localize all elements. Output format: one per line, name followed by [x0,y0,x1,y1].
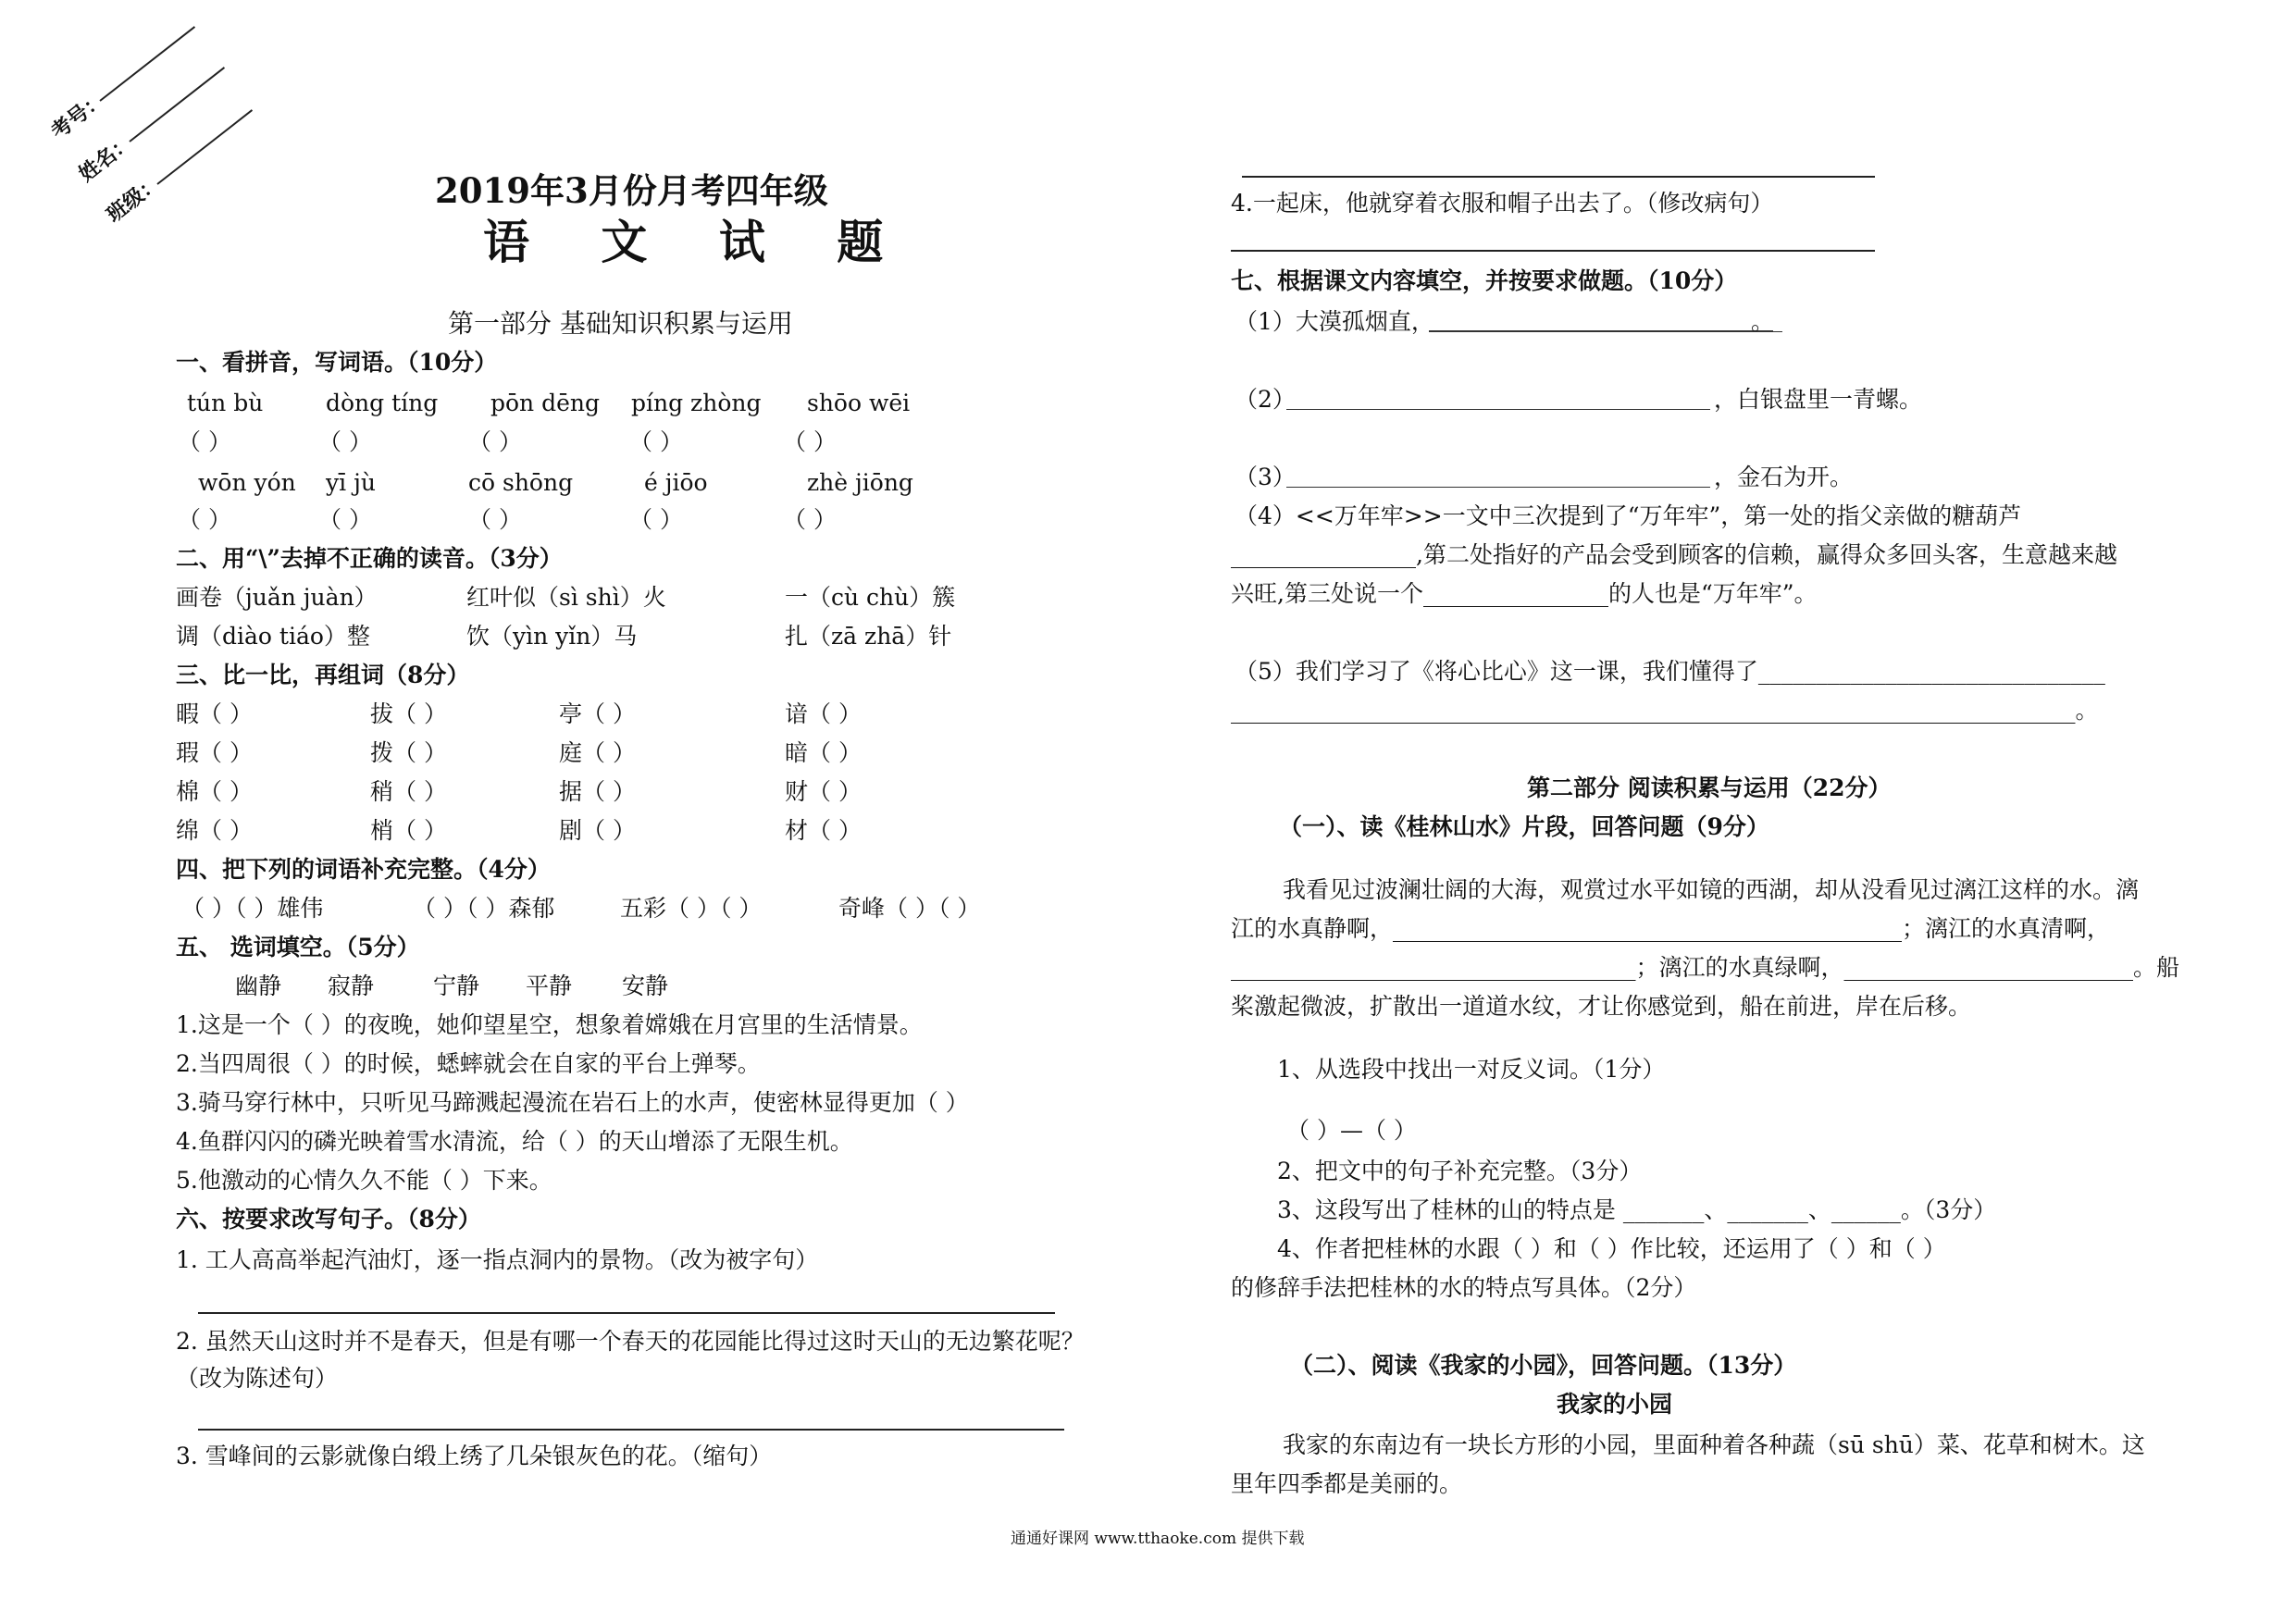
pinyin-5: shōo wēi [807,390,911,416]
rewrite-sentence-2: 2. 虽然天山这时并不是春天，但是有哪一个春天的花园能比得过这时天山的无边繁花呢？ [176,1328,1085,1355]
fill-sentence-1[interactable]: 1.这是一个（ ）的夜晚，她仰望星空，想象着嫦娥在月宫里的生活情景。 [176,1011,923,1038]
pinyin-7: yī jù [326,469,376,496]
antonym-blank[interactable]: （ ）—（ ） [1286,1117,1417,1144]
idiom-item-1[interactable]: （ ）（ ）雄伟 [181,895,324,922]
pinyin-6: wōn yón [198,469,296,496]
exam-number-label: 考号： [46,87,110,144]
char-cell: 梢 [370,817,394,844]
blank-6[interactable]: （ ） [178,506,231,533]
part2-heading: 第二部分 阅读积累与运用（22分） [1527,774,1892,801]
char-cell: 材 [785,817,809,844]
word-blank[interactable]: （ ） [808,700,862,727]
name-line [129,67,225,142]
word-choice-5: 安静 [622,973,669,999]
word-blank[interactable]: （ ） [808,778,862,805]
word-blank[interactable]: （ ） [393,817,447,844]
word-blank[interactable]: （ ） [199,778,253,805]
pinyin-3: pōn dēng [490,390,601,416]
reading1-paragraph-line-1: 我看见过波澜壮阔的大海，观赏过水平如镜的西湖，却从没看见过漓江这样的水。漓 [1283,876,2140,903]
answer-line-1[interactable] [198,1312,1055,1314]
pinyin-10: zhè jiōng [807,469,913,496]
poem-line-2-end: ，白银盘里一青螺。 [1714,386,1923,413]
reading2-paragraph-line-1: 我家的东南边有一块长方形的小园，里面种着各种蔬（sū shū）菜、花草和树木。这 [1283,1431,2145,1458]
blank-4[interactable]: （ ） [629,428,683,455]
rewrite-sentence-3: 3. 雪峰间的云影就像白缎上绣了几朵银灰色的花。（缩句） [176,1443,773,1469]
fill-sentence-4[interactable]: 4.鱼群闪闪的磷光映着雪水清流，给（ ）的天山增添了无限生机。 [176,1128,853,1155]
word-blank[interactable]: （ ） [393,739,447,766]
answer-line-3[interactable] [1242,176,1875,178]
reading1-paragraph-line-3[interactable]: ___________________________________；漓江的水真绿啊，_________________________。船 [1231,954,2180,981]
pinyin-2: dòng tíng [326,390,439,416]
word-blank[interactable]: （ ） [393,778,447,805]
idiom-item-2[interactable]: （ ）（ ）森郁 [413,895,555,922]
reading2-paragraph-line-2: 里年四季都是美丽的。 [1231,1470,1463,1497]
char-cell: 暗 [785,739,809,766]
passage-question-5a[interactable]: （5）我们学习了《将心比心》这一课，我们懂得了______________________________ [1235,658,2105,685]
passage-question-4c[interactable]: 兴旺,第三处说一个________________的人也是“万年牢”。 [1231,580,1818,607]
q6-heading: 六、按要求改写句子。（8分） [176,1206,481,1233]
word-choice-1: 幽静 [235,973,282,999]
rewrite-sentence-2-note: （改为陈述句） [176,1365,339,1392]
word-blank[interactable]: （ ） [808,817,862,844]
word-blank[interactable]: （ ） [808,739,862,766]
idiom-item-4[interactable]: 奇峰（ ）（ ） [838,895,981,922]
reading-item-3[interactable]: 一（cù chù）簇 [785,584,956,611]
pinyin-4: píng zhòng [631,390,762,416]
passage-question-5b[interactable]: _________________________________________________________________________。 [1231,697,2099,724]
char-cell: 瑕 [176,739,200,766]
char-cell: 庭 [559,739,583,766]
reading1-question-3[interactable]: 3、这段写出了桂林的山的特点是 _______、_______、______。（3分） [1277,1196,1997,1223]
fill-sentence-5[interactable]: 5.他激动的心情久久不能（ ）下来。 [176,1167,552,1194]
class-line [156,109,253,185]
pinyin-8: cō shōng [468,469,574,496]
reading2-title: 我家的小园 [1557,1391,1673,1418]
word-blank[interactable]: （ ） [582,778,636,805]
q3-heading: 三、比一比，再组词（8分） [176,662,470,688]
word-blank[interactable]: （ ） [199,700,253,727]
reading-item-2[interactable]: 红叶似（sì shì）火 [466,584,666,611]
char-cell: 拨 [370,739,394,766]
word-blank[interactable]: （ ） [199,817,253,844]
poem-blank-1-under [1429,331,1782,332]
char-cell: 拔 [370,700,394,727]
idiom-item-3[interactable]: 五彩（ ）（ ） [620,895,763,922]
blank-2[interactable]: （ ） [318,428,372,455]
footer-text: 通通好课网 www.tthaoke.com 提供下载 [1011,1530,1305,1548]
word-choice-2: 寂静 [328,973,375,999]
pinyin-9: é jiōo [644,469,708,496]
poem-blank-3[interactable] [1286,487,1710,488]
reading1-question-4a[interactable]: 4、作者把桂林的水跟（ ）和（ ）作比较，还运用了（ ）和（ ） [1277,1235,1946,1262]
poem-line-3-end: ，金石为开。 [1714,464,1854,490]
blank-3[interactable]: （ ） [468,428,522,455]
word-blank[interactable]: （ ） [582,817,636,844]
reading1-question-4b: 的修辞手法把桂林的水的特点写具体。（2分） [1231,1274,1697,1301]
rewrite-sentence-4: 4.一起床，他就穿着衣服和帽子出去了。（修改病句） [1231,190,1774,217]
name-label: 姓名： [74,130,138,187]
char-cell: 据 [559,778,583,805]
reading1-question-1: 1、从选段中找出一对反义词。（1分） [1277,1056,1666,1083]
exam-title: 2019年3月份月考四年级 [435,170,828,211]
char-cell: 绵 [176,817,200,844]
reading-item-1[interactable]: 画卷（juǎn juàn） [176,584,378,611]
poem-line-1-end: 。 [1751,308,1775,335]
word-choice-4: 平静 [526,973,573,999]
blank-9[interactable]: （ ） [629,506,683,533]
passage-question-4a: （4）<<万年牢>>一文中三次提到了“万年牢”，第一处的指父亲做的糖葫芦 [1235,502,2022,529]
blank-7[interactable]: （ ） [318,506,372,533]
fill-sentence-2[interactable]: 2.当四周很（ ）的时候，蟋蟀就会在自家的平台上弹琴。 [176,1050,761,1077]
word-blank[interactable]: （ ） [393,700,447,727]
fill-sentence-3[interactable]: 3.骑马穿行林中，只听见马蹄溅起漫流在岩石上的水声，使密林显得更加（ ） [176,1089,969,1116]
blank-8[interactable]: （ ） [468,506,522,533]
exam-subject-title: 语 文 试 题 [483,215,912,269]
reading2-heading: （二）、阅读《我家的小园》，回答问题。（13分） [1290,1352,1797,1379]
char-cell: 稍 [370,778,394,805]
word-blank[interactable]: （ ） [582,700,636,727]
reading-item-5[interactable]: 饮（yìn yǐn）马 [466,623,638,650]
reading1-heading: （一）、读《桂林山水》片段，回答问题（9分） [1279,813,1769,840]
poem-blank-2[interactable] [1286,409,1710,410]
rewrite-sentence-1: 1. 工人高高举起汽油灯，逐一指点洞内的景物。（改为被字句） [176,1246,819,1273]
part1-heading: 第一部分 基础知识积累与运用 [448,308,793,339]
blank-1[interactable]: （ ） [178,428,231,455]
q1-heading: 一、看拼音，写词语。（10分） [176,349,498,376]
q2-heading: 二、用“\”去掉不正确的读音。（3分） [176,545,563,572]
char-cell: 亭 [559,700,583,727]
poem-line-2: （2） [1235,386,1296,413]
exam-number-line [99,26,195,102]
blank-10[interactable]: （ ） [783,506,837,533]
char-cell: 暇 [176,700,200,727]
poem-line-3: （3） [1235,464,1296,490]
q4-heading: 四、把下列的词语补充完整。（4分） [176,856,551,883]
reading-item-6[interactable]: 扎（zā zhā）针 [785,623,952,650]
passage-question-4b[interactable]: ________________,第二处指好的产品会受到顾客的信赖，赢得众多回头客，生意越来越 [1231,541,2117,568]
word-choice-3: 宁静 [433,973,480,999]
q5-heading: 五、 选词填空。（5分） [176,934,420,960]
answer-line-2[interactable] [198,1429,1064,1431]
class-label: 班级： [102,170,166,228]
reading1-paragraph-line-4: 桨激起微波，扩散出一道道水纹，才让你感觉到，船在前进，岸在后移。 [1231,993,1972,1020]
poem-line-1: （1）大漠孤烟直， [1235,308,1434,335]
word-blank[interactable]: （ ） [199,739,253,766]
answer-line-4[interactable] [1231,250,1875,252]
char-cell: 剧 [559,817,583,844]
q7-heading: 七、根据课文内容填空，并按要求做题。（10分） [1231,267,1738,294]
reading1-question-2: 2、把文中的句子补充完整。（3分） [1277,1158,1643,1184]
reading1-paragraph-line-2[interactable]: 江的水真静啊，____________________________________________；漓江的水真清啊， [1231,915,2111,942]
char-cell: 棉 [176,778,200,805]
blank-5[interactable]: （ ） [783,428,837,455]
pinyin-1: tún bù [187,390,264,416]
word-blank[interactable]: （ ） [582,739,636,766]
char-cell: 谙 [785,700,809,727]
char-cell: 财 [785,778,809,805]
reading-item-4[interactable]: 调（diào tiáo）整 [176,623,370,650]
